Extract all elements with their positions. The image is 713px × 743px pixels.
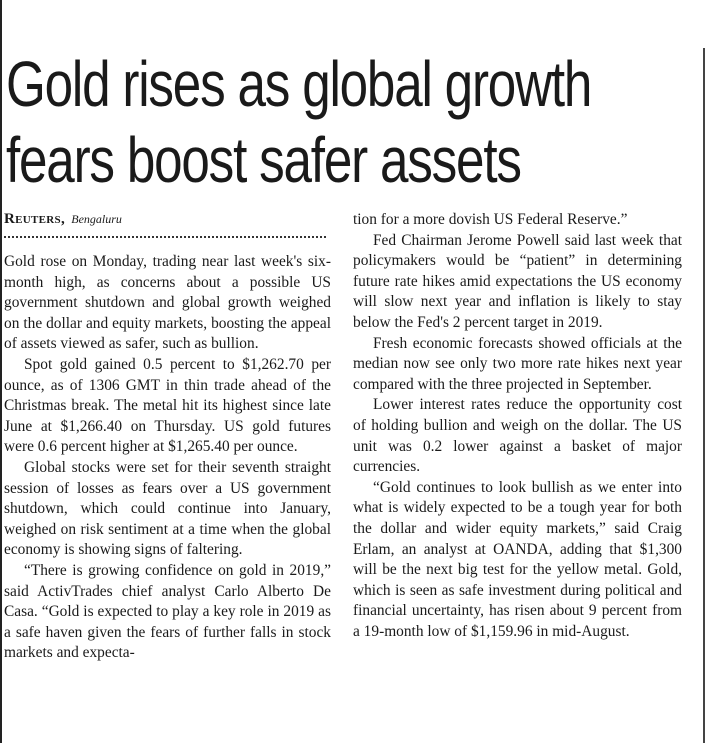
headline-line-1: Gold rises as global growth [6, 48, 592, 120]
byline-location: Bengaluru [71, 212, 122, 226]
paragraph-5: Fed Chairman Jerome Powell said last week that policymakers would be “patient” in determining future rate hikes amid expectations the US economy will slow next year and inflation is likely to stay below the Fed's 2 percent target in 2019. [353, 231, 682, 331]
paragraph-4-continued: tion for a more dovish US Federal Reserve.” [353, 211, 628, 228]
headline-line-2: fears boost safer assets [6, 124, 521, 196]
paragraph-7: Lower interest rates reduce the opportunity cost of holding bullion and weigh on the dollar. The US unit was 0.2 lower against a basket of major currencies. [353, 396, 682, 476]
paragraph-3: Global stocks were set for their seventh straight session of losses as fears over a US government shutdown, which could continue into January, weighed on risk sentiment at a time when the global economy is showing signs of faltering. [4, 458, 331, 559]
byline-agency: Reuters, [4, 211, 65, 227]
paragraph-1: Gold rose on Monday, trading near last week's six-month high, as concerns about a possible US government shutdown and global growth weighed on the dollar and equity markets, boosting the appeal of assets viewed as safer, such as bullion. [4, 253, 331, 353]
headline [6, 46, 592, 198]
left-column-rule [0, 0, 2, 743]
dotted-separator [4, 236, 326, 238]
article-column-2 [353, 210, 682, 642]
paragraph-2: Spot gold gained 0.5 percent to $1,262.70 per ounce, as of 1306 GMT in thin trade ahead of the Christmas break. The metal hit its highest since late June at $1,266.40 on Thursday. US gold futures were 0.6 percent higher at $1,265.40 per ounce. [4, 355, 331, 456]
paragraph-6: Fresh economic forecasts showed officials at the median now see only two more rate hikes next year compared with the three projected in September. [353, 334, 682, 393]
byline [4, 211, 122, 228]
article-column-1 [4, 252, 331, 664]
paragraph-4: “There is growing confidence on gold in 2019,” said ActivTrades chief analyst Carlo Alberto De Casa. “Gold is expected to play a key role in 2019 as a safe haven given the fears of further falls in stock markets and expecta- [4, 561, 331, 662]
right-column-rule [703, 48, 705, 743]
paragraph-8: “Gold continues to look bullish as we enter into what is widely expected to be a tough year for both the dollar and wider equity markets,” said Craig Erlam, an analyst at OANDA, adding that $1,300 will be the next big test for the yellow metal. Gold, which is seen as safe investment during political and financial uncertainty, has risen about 9 percent from a 19-month low of $1,159.96 in mid-August. [353, 478, 682, 640]
